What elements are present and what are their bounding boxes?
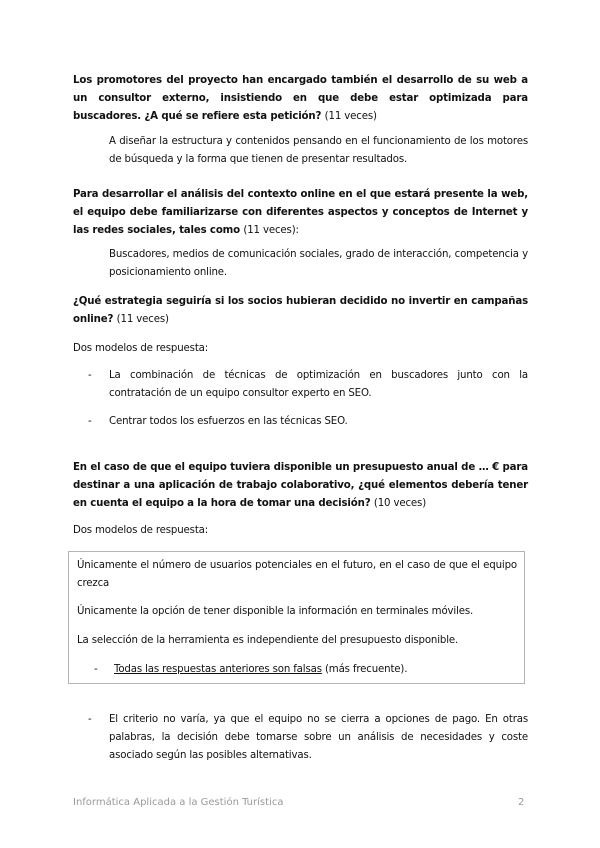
question-3 xyxy=(73,293,528,329)
question-3-text: ¿Qué estrategia seguiría si los socios hubieran decidido no invertir en campañas online? xyxy=(73,296,528,325)
answer-4-option-2: Únicamente la opción de tener disponible la información en terminales móviles. xyxy=(77,606,474,617)
page-number: 2 xyxy=(518,797,525,808)
question-1-text: Los promotores del proyecto han encargado también el desarrollo de su web a un consultor externo, insistiendo en que debe estar optimizada para buscadores. ¿A qué se refiere esta petición? xyxy=(73,75,528,122)
question-4-text: En el caso de que el equipo tuviera disponible un presupuesto anual de … € para destinar a una aplicación de trabajo colaborativo, ¿qué elementos debería tener en cuenta el equipo a la hora de tomar una decisión? xyxy=(73,462,528,509)
answer-4-extra: El criterio no varía, ya que el equipo no se cierra a opciones de pago. En otras palabras, la decisión debe tomarse sobre un análisis de necesidades y coste asociado según las posibles alternativas. xyxy=(109,714,528,761)
correct-answer-text: Todas las respuestas anteriores son falsas xyxy=(114,664,322,675)
answer-3-option-1: La combinación de técnicas de optimización en buscadores junto con la contratación de un equipo consultor experto en SEO. xyxy=(109,370,528,399)
question-4 xyxy=(73,459,528,513)
answer-1: A diseñar la estructura y contenidos pensando en el funcionamiento de los motores de búsqueda y la forma que tienen de presentar resultados. xyxy=(109,136,528,165)
question-3-count: (11 veces) xyxy=(116,314,169,325)
answer-options-box xyxy=(68,551,525,684)
bullet-dash: - xyxy=(88,416,92,427)
question-1 xyxy=(73,72,528,126)
bullet-dash: - xyxy=(94,664,98,675)
question-2-count: (11 veces): xyxy=(243,225,299,236)
correct-answer-note: (más frecuente). xyxy=(324,664,408,675)
answer-4-option-1: Únicamente el número de usuarios potenciales en el futuro, en el caso de que el equipo crezca xyxy=(77,560,517,589)
question-3-intro: Dos modelos de respuesta: xyxy=(73,343,209,354)
footer-title: Informática Aplicada a la Gestión Turística xyxy=(73,797,284,808)
bullet-dash: - xyxy=(88,370,92,381)
bullet-dash: - xyxy=(88,714,92,725)
answer-3-option-2: Centrar todos los esfuerzos en las técnicas SEO. xyxy=(109,416,348,427)
question-1-count: (11 veces) xyxy=(324,111,377,122)
answer-4-option-3: La selección de la herramienta es independiente del presupuesto disponible. xyxy=(77,635,459,646)
question-2-text: Para desarrollar el análisis del contexto online en el que estará presente la web, el equipo debe familiarizarse con diferentes aspectos y conceptos de Internet y las redes sociales, tales como xyxy=(73,189,528,236)
question-4-count: (10 veces) xyxy=(373,498,427,509)
answer-4-correct xyxy=(114,661,504,679)
question-4-intro: Dos modelos de respuesta: xyxy=(73,525,209,536)
answer-2: Buscadores, medios de comunicación sociales, grado de interacción, competencia y posicionamiento online. xyxy=(109,249,528,278)
question-2 xyxy=(73,186,528,240)
